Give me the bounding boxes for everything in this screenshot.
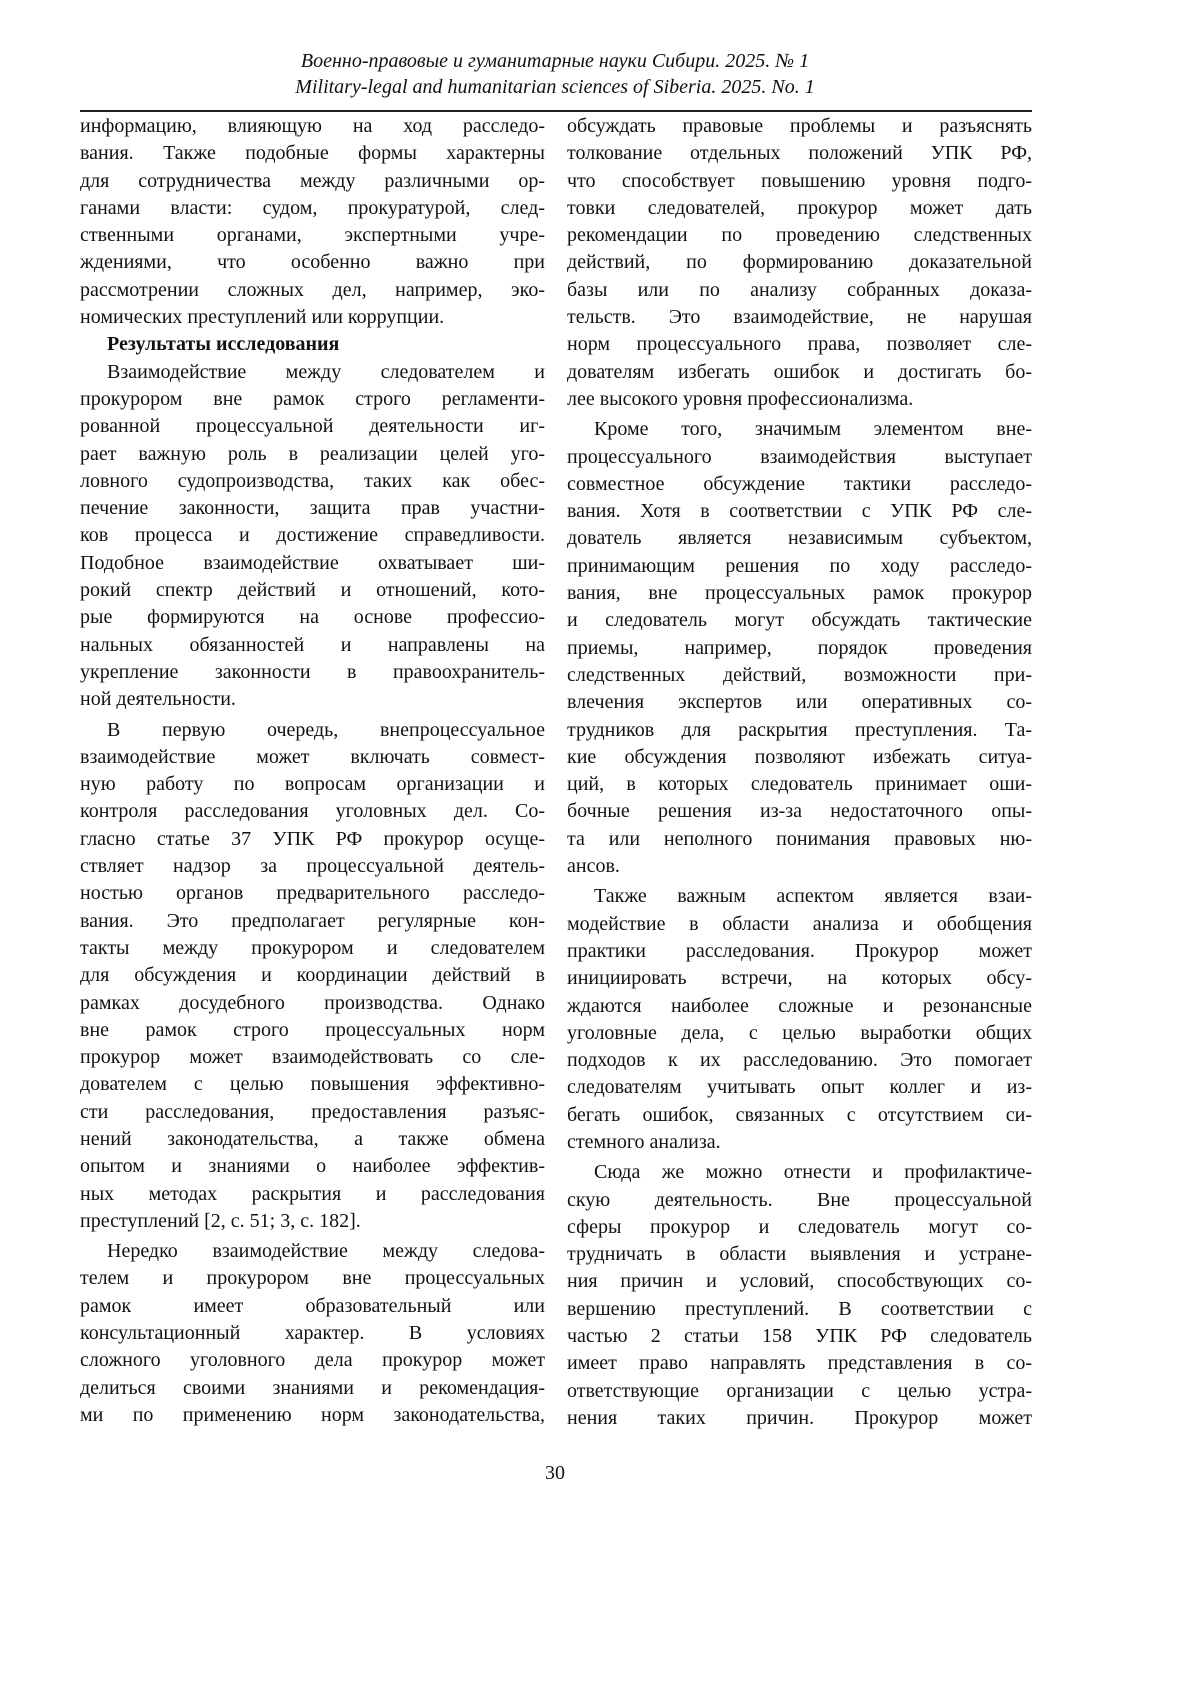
paragraph	[567, 883, 1032, 1156]
text-line: ственными органами, экспертными учре-	[80, 222, 545, 249]
text-line: приемы, например, порядок проведения	[567, 635, 1032, 662]
text-line: ния причин и условий, способствующих со-	[567, 1268, 1032, 1295]
paragraph	[567, 416, 1032, 880]
paragraph	[80, 1238, 545, 1429]
text-line: рамок имеет образовательный или	[80, 1293, 545, 1320]
text-line: Нередко взаимодействие между следова-	[80, 1238, 545, 1265]
text-line: опытом и знаниями о наиболее эффектив-	[80, 1153, 545, 1180]
text-line: совместное обсуждение тактики расследо-	[567, 471, 1032, 498]
text-line: принимающим решения по ходу расследо-	[567, 553, 1032, 580]
text-line: влечения экспертов или оперативных со-	[567, 689, 1032, 716]
text-line: бочные решения из-за недостаточного опы-	[567, 798, 1032, 825]
text-line: ций, в которых следователь принимает оши-	[567, 771, 1032, 798]
text-line: обсуждать правовые проблемы и разъяснять	[567, 113, 1032, 140]
text-line: что способствует повышению уровня подго-	[567, 168, 1032, 195]
text-line: для сотрудничества между различными ор-	[80, 168, 545, 195]
text-line: ствляет надзор за процессуальной деятель-	[80, 853, 545, 880]
text-line: толкование отдельных положений УПК РФ,	[567, 140, 1032, 167]
text-line: рает важную роль в реализации целей уго-	[80, 441, 545, 468]
text-line: ждаются наиболее сложные и резонансные	[567, 993, 1032, 1020]
paragraph	[567, 113, 1032, 413]
text-line: частью 2 статьи 158 УПК РФ следователь	[567, 1323, 1032, 1350]
text-line: рассмотрении сложных дел, например, эко-	[80, 277, 545, 304]
text-line: и следователь могут обсуждать тактические	[567, 607, 1032, 634]
text-line: сти расследования, предоставления разъяс-	[80, 1099, 545, 1126]
text-line: тельств. Это взаимодействие, не нарушая	[567, 304, 1032, 331]
text-line: практики расследования. Прокурор может	[567, 938, 1032, 965]
header-rule	[80, 110, 1032, 112]
text-line: рованной процессуальной деятельности иг-	[80, 413, 545, 440]
text-line: печение законности, защита прав участни-	[80, 495, 545, 522]
text-line: вершению преступлений. В соответствии с	[567, 1296, 1032, 1323]
text-line: дователем с целью повышения эффективно-	[80, 1071, 545, 1098]
text-line: телем и прокурором вне процессуальных	[80, 1265, 545, 1292]
text-line: вне рамок строго процессуальных норм	[80, 1017, 545, 1044]
text-line: товки следователей, прокурор может дать	[567, 195, 1032, 222]
text-line: следственных действий, возможности при-	[567, 662, 1032, 689]
paragraph	[80, 113, 545, 331]
section-heading	[80, 331, 545, 358]
text-line: Результаты исследования	[107, 331, 545, 358]
text-line: вания, вне процессуальных рамок прокурор	[567, 580, 1032, 607]
text-line: уголовные дела, с целью выработки общих	[567, 1020, 1032, 1047]
text-line: такты между прокурором и следователем	[80, 935, 545, 962]
text-line: модействие в области анализа и обобщения	[567, 911, 1032, 938]
text-line: укрепление законности в правоохранитель-	[80, 659, 545, 686]
text-line: ловного судопроизводства, таких как обес-	[80, 468, 545, 495]
text-line: нений законодательства, а также обмена	[80, 1126, 545, 1153]
text-line: контроля расследования уголовных дел. Со-	[80, 798, 545, 825]
text-line: Взаимодействие между следователем и	[80, 359, 545, 386]
text-line: рекомендации по проведению следственных	[567, 222, 1032, 249]
journal-title-ru: Военно-правовые и гуманитарные науки Сибири. 2025. № 1	[80, 48, 1030, 74]
text-line: номических преступлений или коррупции.	[80, 304, 545, 331]
text-line: дователь является независимым субъектом,	[567, 525, 1032, 552]
text-line: кие обсуждения позволяют избежать ситуа-	[567, 744, 1032, 771]
text-line: делиться своими знаниями и рекомендация-	[80, 1375, 545, 1402]
text-line: В первую очередь, внепроцессуальное	[80, 717, 545, 744]
text-line: нения таких причин. Прокурор может	[567, 1405, 1032, 1432]
text-line: прокурор может взаимодействовать со сле-	[80, 1044, 545, 1071]
text-column-right	[567, 113, 1032, 1432]
text-line: лее высокого уровня профессионализма.	[567, 386, 1032, 413]
paragraph	[567, 1159, 1032, 1432]
running-header	[80, 48, 1030, 100]
text-line: ганами власти: судом, прокуратурой, след-	[80, 195, 545, 222]
text-line: взаимодействие может включать совмест-	[80, 744, 545, 771]
text-line: бегать ошибок, связанных с отсутствием си-	[567, 1102, 1032, 1129]
text-line: прокурором вне рамок строго регламенти-	[80, 386, 545, 413]
text-line: та или неполного понимания правовых ню-	[567, 826, 1032, 853]
text-line: инициировать встречи, на которых обсу-	[567, 965, 1032, 992]
text-line: ансов.	[567, 853, 1032, 880]
text-line: рокий спектр действий и отношений, кото-	[80, 577, 545, 604]
page-number: 30	[0, 1462, 1110, 1485]
text-line: базы или по анализу собранных доказа-	[567, 277, 1032, 304]
text-line: ностью органов предварительного расследо-	[80, 880, 545, 907]
text-line: следователям учитывать опыт коллег и из-	[567, 1074, 1032, 1101]
paragraph	[80, 359, 545, 714]
text-line: Подобное взаимодействие охватывает ши-	[80, 550, 545, 577]
text-line: Также важным аспектом является взаи-	[567, 883, 1032, 910]
text-line: подходов к их расследованию. Это помогает	[567, 1047, 1032, 1074]
journal-title-en: Military-legal and humanitarian sciences of Siberia. 2025. No. 1	[80, 74, 1030, 100]
text-line: для обсуждения и координации действий в	[80, 962, 545, 989]
text-line: сферы прокурор и следователь могут со-	[567, 1214, 1032, 1241]
text-line: дователям избегать ошибок и достигать бо-	[567, 359, 1032, 386]
text-line: ми по применению норм законодательства,	[80, 1402, 545, 1429]
text-line: трудничать в области выявления и устране-	[567, 1241, 1032, 1268]
text-line: вания. Также подобные формы характерны	[80, 140, 545, 167]
text-line: норм процессуального права, позволяет сле-	[567, 331, 1032, 358]
text-line: ных методах раскрытия и расследования	[80, 1181, 545, 1208]
text-line: Сюда же можно отнести и профилактиче-	[567, 1159, 1032, 1186]
text-line: нальных обязанностей и направлены на	[80, 632, 545, 659]
text-line: сложного уголовного дела прокурор может	[80, 1347, 545, 1374]
text-line: рые формируются на основе профессио-	[80, 604, 545, 631]
text-line: стемного анализа.	[567, 1129, 1032, 1156]
text-line: ждениями, что особенно важно при	[80, 249, 545, 276]
text-line: информацию, влияющую на ход расследо-	[80, 113, 545, 140]
paragraph	[80, 717, 545, 1236]
text-line: Кроме того, значимым элементом вне-	[567, 416, 1032, 443]
text-line: скую деятельность. Вне процессуальной	[567, 1187, 1032, 1214]
text-line: гласно статье 37 УПК РФ прокурор осуще-	[80, 826, 545, 853]
text-line: преступлений [2, с. 51; 3, с. 182].	[80, 1208, 545, 1235]
text-line: действий, по формированию доказательной	[567, 249, 1032, 276]
text-line: ответствующие организации с целью устра-	[567, 1378, 1032, 1405]
text-column-left	[80, 113, 545, 1429]
text-line: ков процесса и достижение справедливости.	[80, 522, 545, 549]
text-line: вания. Это предполагает регулярные кон-	[80, 908, 545, 935]
text-line: процессуального взаимодействия выступает	[567, 444, 1032, 471]
text-line: вания. Хотя в соответствии с УПК РФ сле-	[567, 498, 1032, 525]
text-line: рамках досудебного производства. Однако	[80, 990, 545, 1017]
text-line: ную работу по вопросам организации и	[80, 771, 545, 798]
text-line: консультационный характер. В условиях	[80, 1320, 545, 1347]
text-line: трудников для раскрытия преступления. Та-	[567, 717, 1032, 744]
text-line: ной деятельности.	[80, 686, 545, 713]
text-line: имеет право направлять представления в со-	[567, 1350, 1032, 1377]
